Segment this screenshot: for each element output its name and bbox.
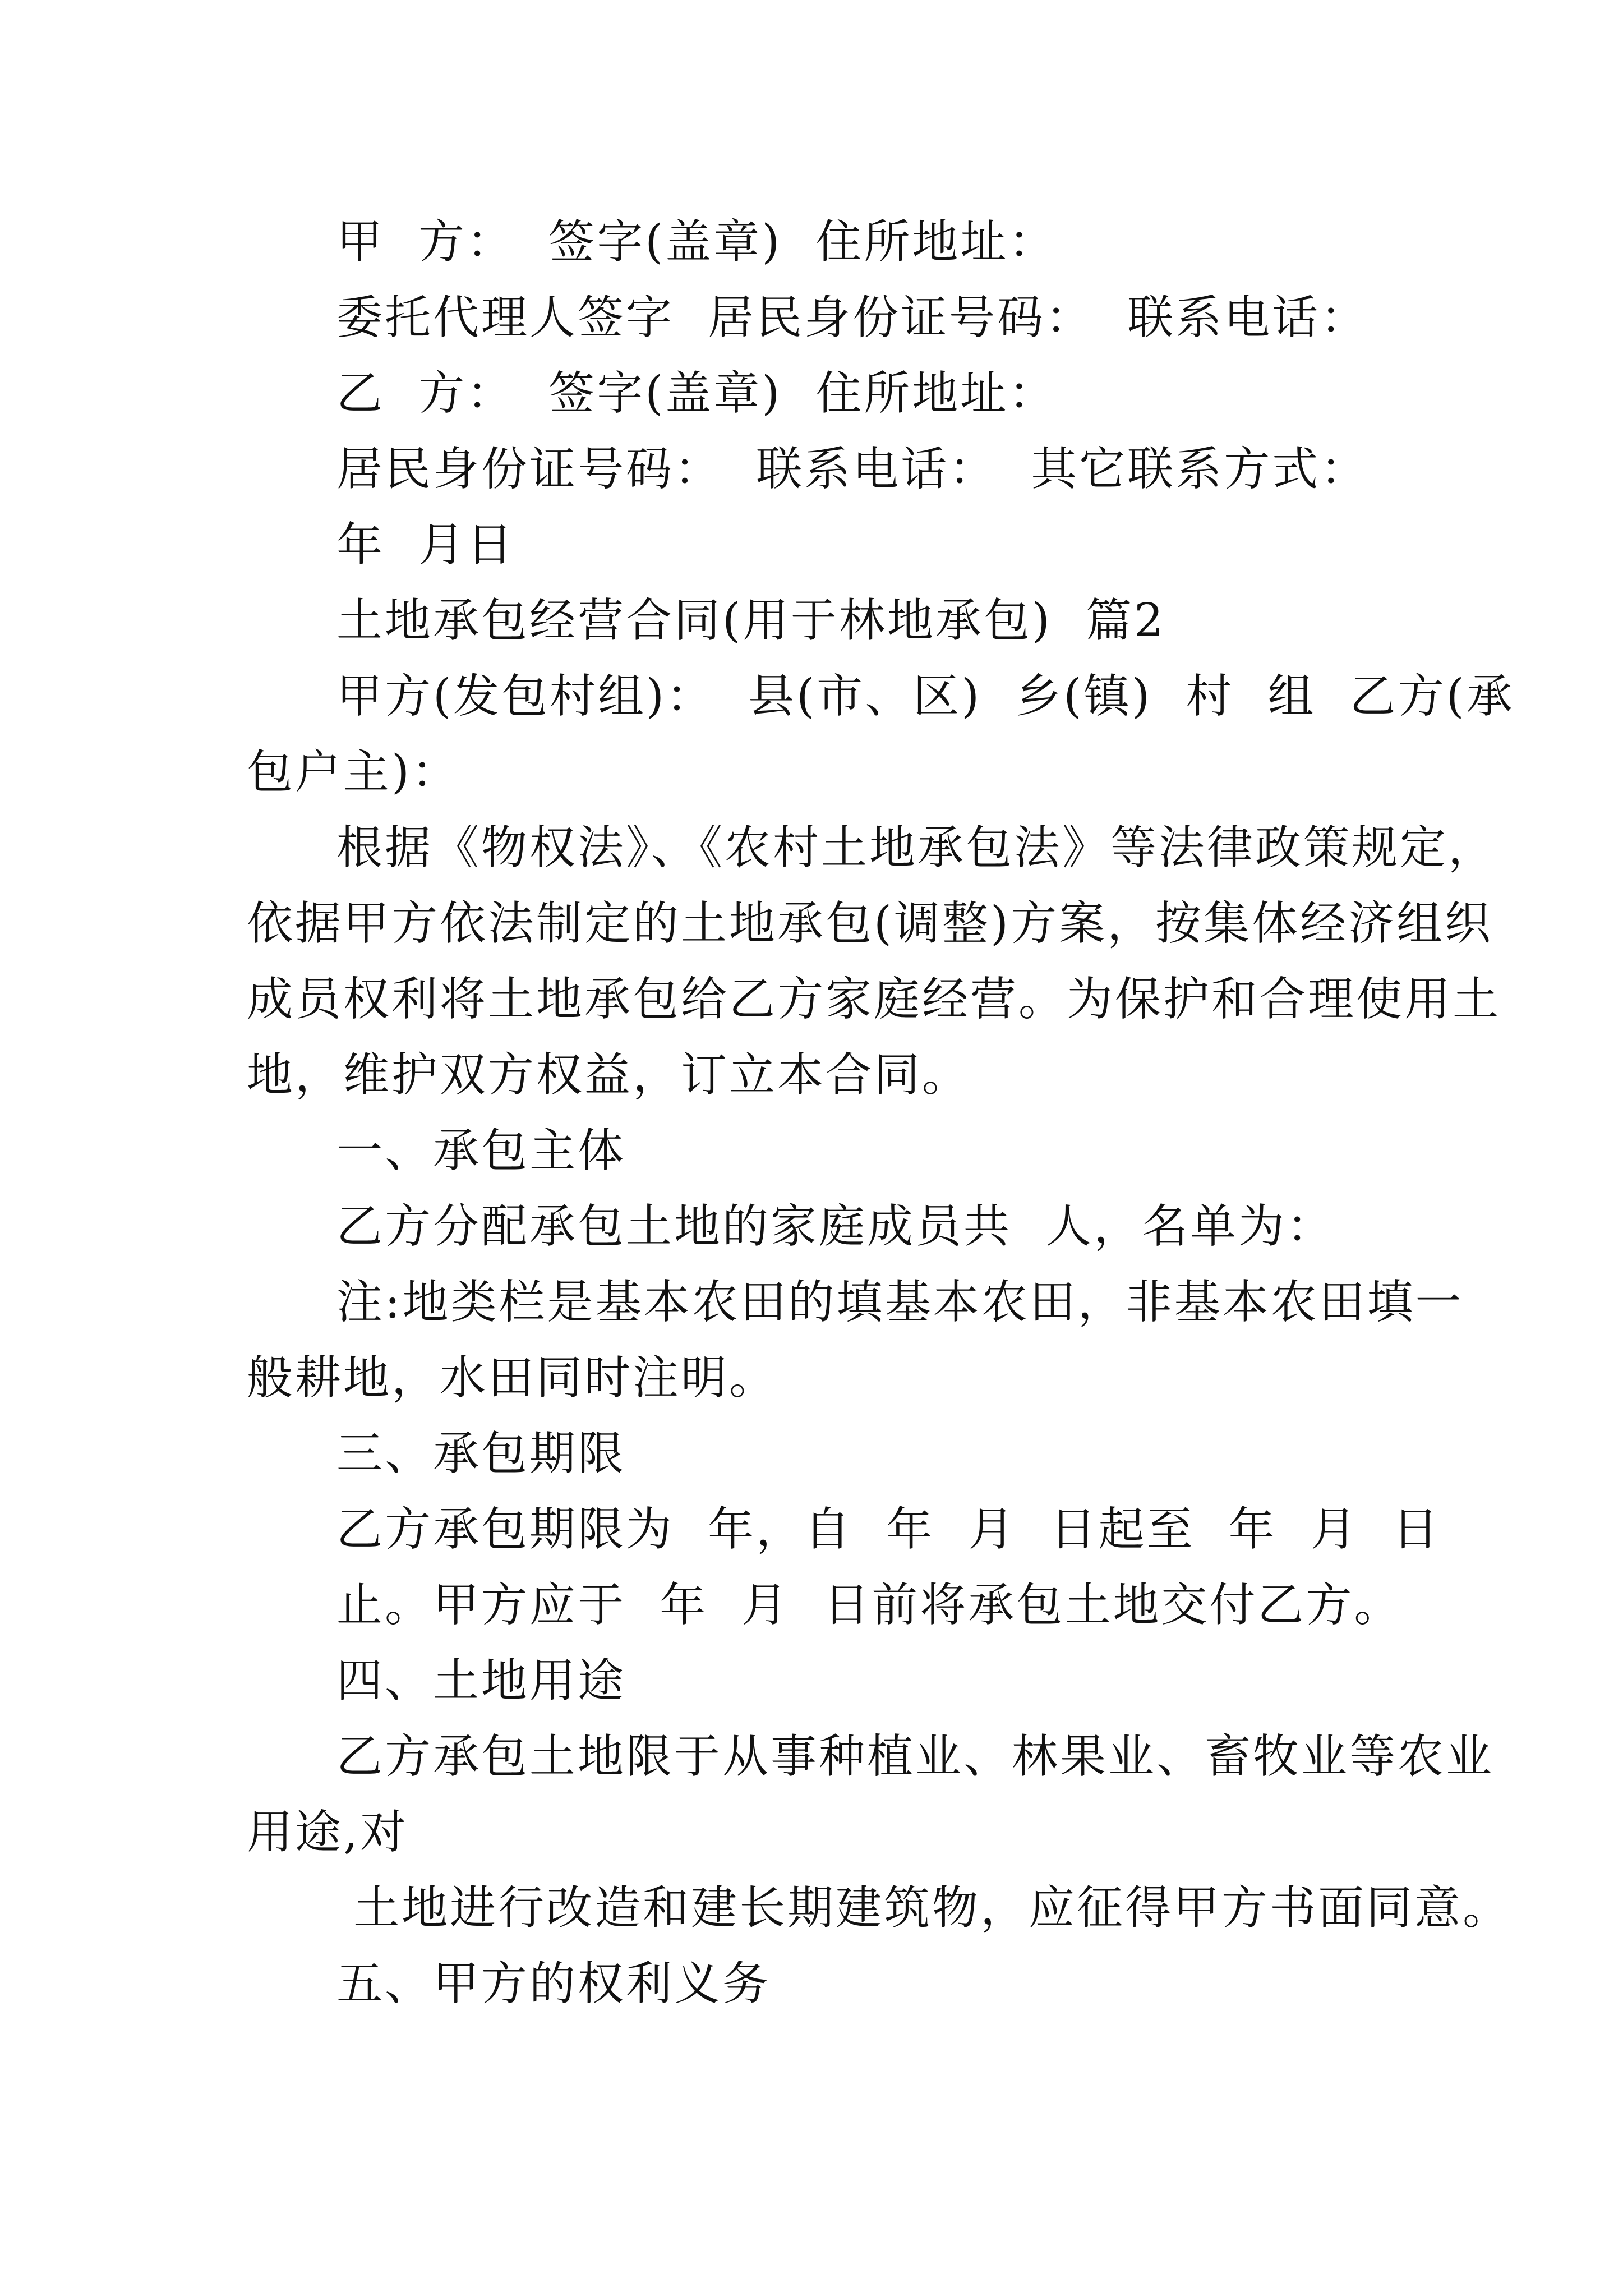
- party-b-signature-line: 乙 方： 签字(盖章) 住所地址：: [336, 367, 1057, 420]
- heading-contract-subject: 一、承包主体: [336, 1124, 626, 1177]
- term-line-2: 止。甲方应于 年 月 日前将承包土地交付乙方。: [336, 1579, 1403, 1632]
- family-members-line: 乙方分配承包土地的家庭成员共 人，名单为：: [336, 1200, 1335, 1253]
- note-line-2: 般耕地，水田同时注明。: [247, 1351, 778, 1405]
- term-line-1: 乙方承包期限为 年，自 年 月 日起至 年 月 日: [336, 1503, 1441, 1556]
- party-a-signature-line: 甲 方： 签字(盖章) 住所地址：: [336, 215, 1057, 269]
- heading-land-use: 四、土地用途: [336, 1654, 626, 1708]
- land-use-line-3: 土地进行改造和建长期建筑物，应征得甲方书面同意。: [336, 1881, 1511, 1935]
- section-title: 土地承包经营合同(用于林地承包) 篇2: [336, 594, 1166, 647]
- intro-paragraph-line-3: 成员权利将土地承包给乙方家庭经营。为保护和合理使用土: [247, 973, 1501, 1026]
- date-line: 年 月日: [336, 518, 515, 572]
- agent-signature-line: 委托代理人签字 居民身份证号码： 联系电话：: [336, 291, 1369, 344]
- heading-contract-term: 三、承包期限: [336, 1427, 626, 1480]
- land-use-line-2: 用途,对: [247, 1806, 409, 1859]
- land-use-line-1: 乙方承包土地限于从事种植业、林果业、畜牧业等农业: [336, 1730, 1495, 1783]
- heading-party-a-rights: 五、甲方的权利义务: [336, 1957, 771, 2010]
- party-a-info-line: 甲方(发包村组)： 县(市、区) 乡(镇) 村 组 乙方(承: [336, 670, 1515, 723]
- intro-paragraph-line-2: 依据甲方依法制定的土地承包(调整)方案，按集体经济组织: [247, 897, 1493, 950]
- party-a-info-line-cont: 包户主)：: [247, 746, 460, 799]
- party-b-contact-line: 居民身份证号码： 联系电话： 其它联系方式：: [336, 443, 1369, 496]
- note-line-1: 注:地类栏是基本农田的填基本农田，非基本农田填一: [336, 1276, 1464, 1329]
- intro-paragraph-line-1: 根据《物权法》、《农村土地承包法》等法律政策规定，: [336, 821, 1497, 875]
- intro-paragraph-line-4: 地，维护双方权益，订立本合同。: [247, 1048, 971, 1102]
